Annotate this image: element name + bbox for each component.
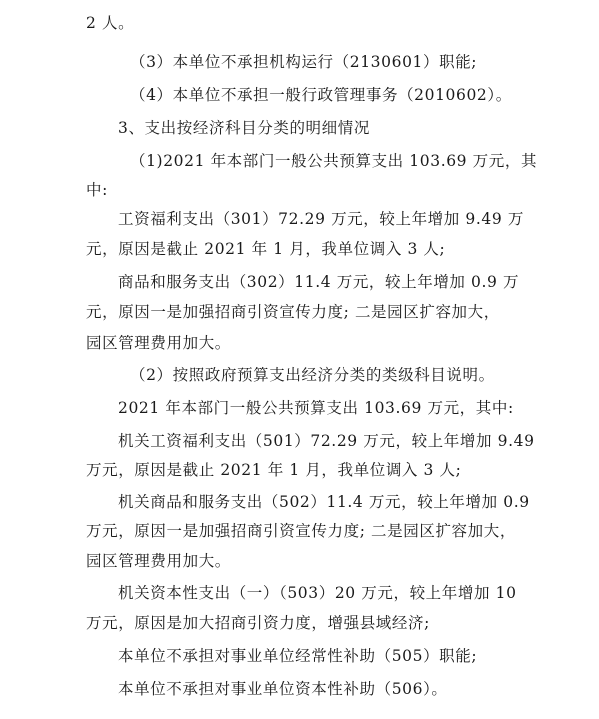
text-line: 机关工资福利支出（501）72.29 万元，较上年增加 9.49 [118,432,535,450]
text-line: 园区管理费用加大。 [86,334,231,352]
text-line: （3）本单位不承担机构运行（2130601）职能; [130,53,478,71]
text-line: 机关商品和服务支出（502）11.4 万元，较上年增加 0.9 [118,493,530,511]
section-heading: 3、支出按经济科目分类的明细情况 [118,119,370,137]
text-line: 园区管理费用加大。 [86,552,231,570]
text-line: 万元，原因是加大招商引资力度，增强县域经济; [86,614,430,632]
text-line: 万元，原因是截止 2021 年 1 月，我单位调入 3 人; [86,461,462,479]
text-line: 机关资本性支出（一）（503）20 万元，较上年增加 10 [118,584,517,602]
text-line: 元，原因一是加强招商引资宣传力度; 二是园区扩容加大， [86,303,500,321]
text-line: 2021 年本部门一般公共预算支出 103.69 万元，其中: [118,399,514,417]
text-line: 工资福利支出（301）72.29 万元，较上年增加 9.49 万 [118,210,524,228]
text-line: 本单位不承担对事业单位资本性补助（506）。 [118,680,448,698]
text-line: 2 人。 [86,14,135,32]
text-line: （1)2021 年本部门一般公共预算支出 103.69 万元，其 [130,152,538,170]
text-line: 中: [86,181,108,199]
text-line: 元，原因是截止 2021 年 1 月，我单位调入 3 人; [86,240,446,258]
text-line: 商品和服务支出（302）11.4 万元，较上年增加 0.9 万 [118,273,520,291]
text-line: （2）按照政府预算支出经济分类的类级科目说明。 [130,366,495,384]
text-line: （4）本单位不承担一般行政管理事务（2010602）。 [130,86,512,104]
text-line: 本单位不承担对事业单位经常性补助（505）职能; [118,647,478,665]
text-line: 万元，原因一是加强招商引资宣传力度; 二是园区扩容加大， [86,522,516,540]
